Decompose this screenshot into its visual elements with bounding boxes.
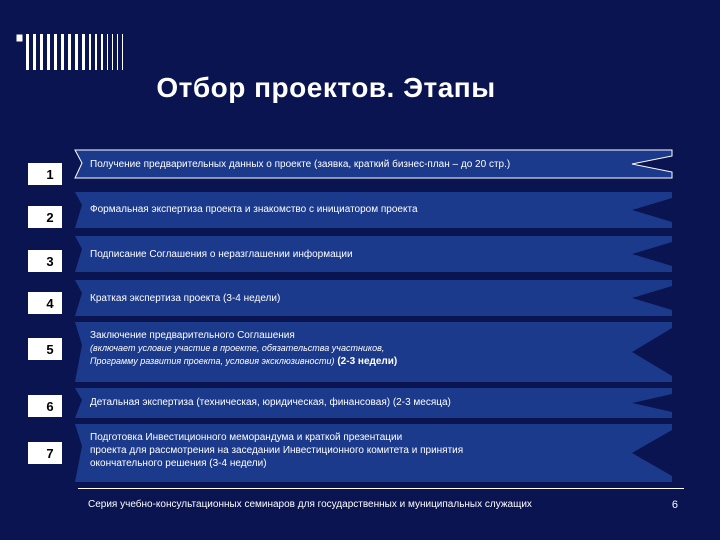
step-number-6: 6 bbox=[46, 399, 54, 414]
step-text-3: Подписание Соглашения о неразглашении информации bbox=[90, 249, 353, 260]
step-number-1: 1 bbox=[46, 167, 54, 182]
footer-text: Серия учебно-консультационных семинаров для государственных и муниципальных служащих bbox=[88, 499, 532, 510]
step-5-line-3-bold: (2-3 недели) bbox=[334, 356, 398, 367]
step-number-7: 7 bbox=[46, 446, 54, 461]
step-5-line-2: (включает условие участие в проекте, обязательства участников, bbox=[90, 343, 385, 353]
page-title: Отбор проектов. Этапы bbox=[156, 72, 496, 103]
footer bbox=[78, 488, 684, 519]
step-text-6: Детальная экспертиза (техническая, юридическая, финансовая) (2-3 месяца) bbox=[90, 397, 451, 408]
step-number-5: 5 bbox=[46, 342, 54, 357]
step-text-1: Получение предварительных данных о проекте (заявка, краткий бизнес-план – до 20 стр.) bbox=[90, 159, 511, 170]
step-7-line-3: окончательного решения (3-4 недели) bbox=[90, 458, 267, 469]
step-5-line-1: Заключение предварительного Соглашения bbox=[90, 330, 295, 341]
page-number: 6 bbox=[671, 499, 678, 511]
step-number-4: 4 bbox=[46, 296, 54, 311]
step-text-2: Формальная экспертиза проекта и знакомство с инициатором проекта bbox=[90, 204, 418, 215]
step-number-3: 3 bbox=[46, 254, 54, 269]
step-text-5 bbox=[90, 329, 397, 368]
step-7-line-2: проекта для рассмотрения на заседании Инвестиционного комитета и принятия bbox=[90, 445, 464, 456]
step-5-line-3-italic: Программу развития проекта, условия эксклюзивности) bbox=[90, 356, 335, 366]
step-text-7 bbox=[90, 431, 463, 470]
step-text-4: Краткая экспертиза проекта (3-4 недели) bbox=[90, 293, 281, 304]
step-number-2: 2 bbox=[46, 210, 54, 225]
step-7-line-1: Подготовка Инвестиционного меморандума и краткой презентации bbox=[90, 432, 403, 443]
